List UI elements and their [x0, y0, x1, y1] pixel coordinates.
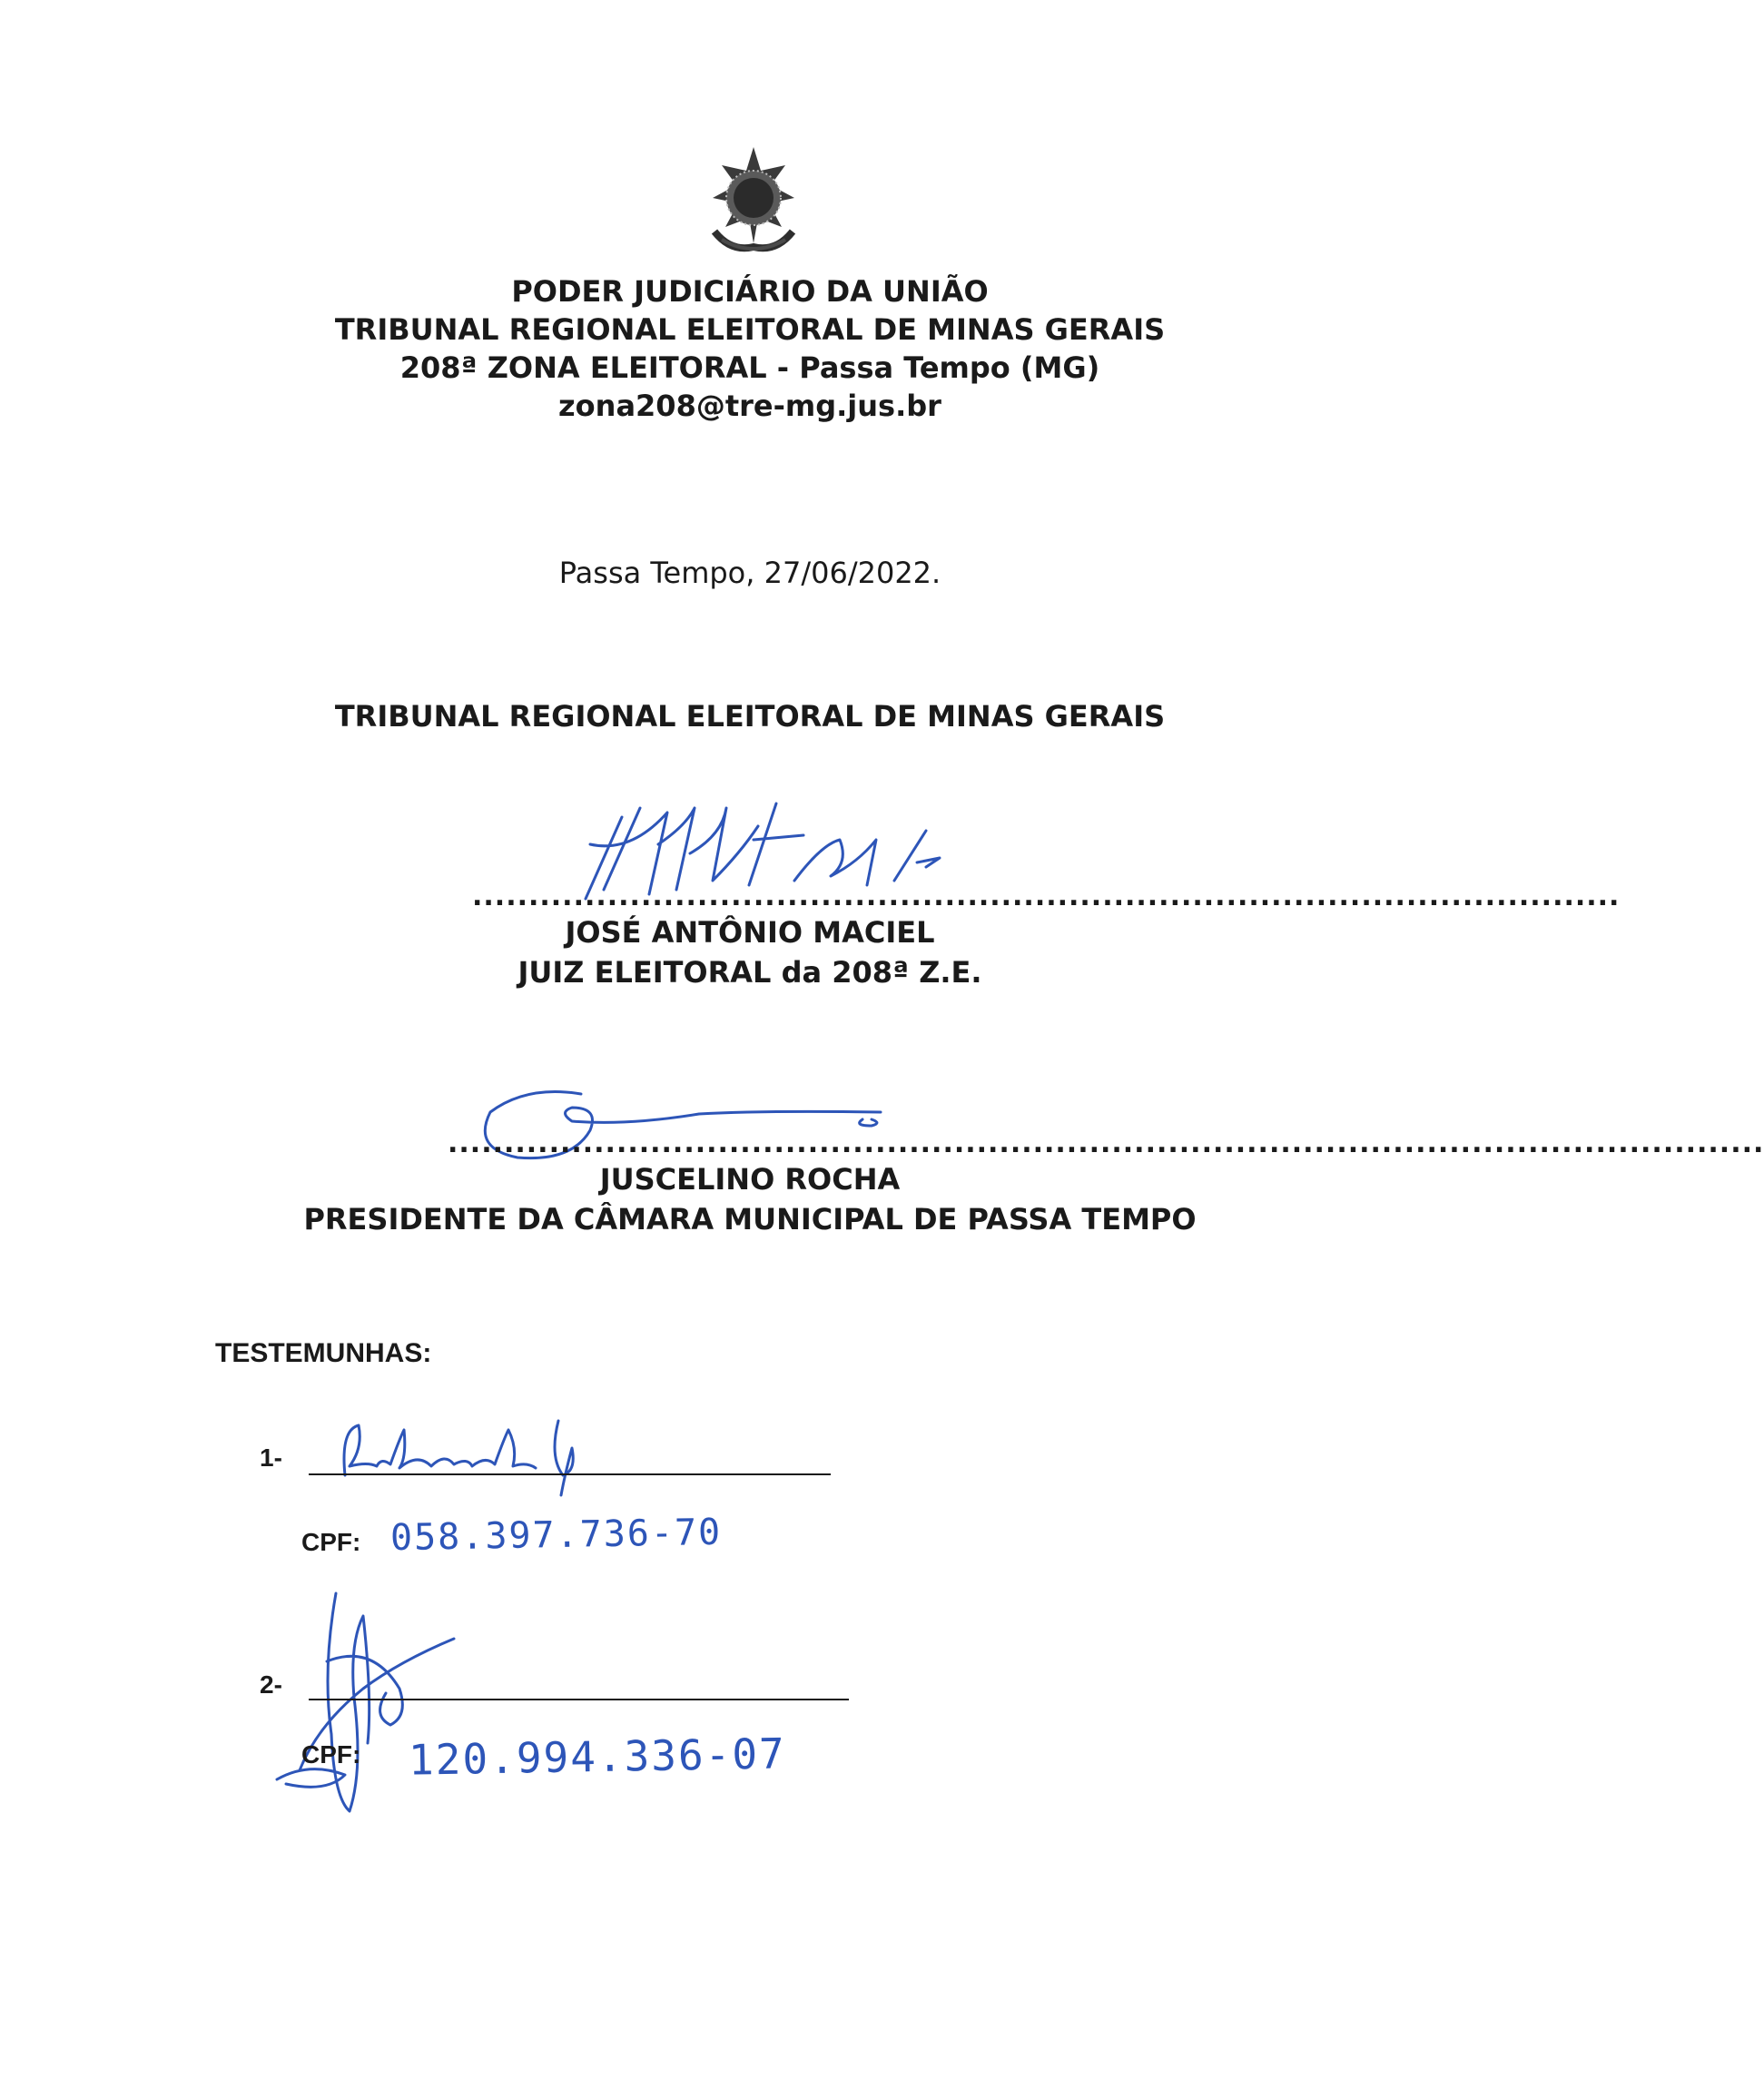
date-line: Passa Tempo, 27/06/2022.: [558, 556, 941, 590]
witness-2-signature-line: [309, 1699, 849, 1700]
witness-1-cpf-label: CPF:: [301, 1528, 361, 1556]
letterhead-institution: PODER JUDICIÁRIO DA UNIÃO: [511, 274, 989, 309]
letterhead-court: TRIBUNAL REGIONAL ELEITORAL DE MINAS GERAIS: [334, 312, 1166, 347]
witness-1-cpf-value: 058.397.736-70: [389, 1511, 723, 1560]
addressee: TRIBUNAL REGIONAL ELEITORAL DE MINAS GERAIS: [334, 699, 1166, 734]
signature-line-president: .....................................................................................................................: [448, 1128, 1764, 1159]
letterhead-email: zona208@tre-mg.jus.br: [558, 389, 941, 423]
signatory-president: [0, 1159, 1500, 1239]
witness-2-cpf-value: 120.994.336-07: [408, 1729, 787, 1785]
letterhead-zone: 208ª ZONA ELEITORAL - Passa Tempo (MG): [399, 350, 1100, 385]
witness-2-cpf-label: CPF:: [301, 1740, 361, 1769]
signatory-judge: [0, 912, 1500, 992]
letterhead: [0, 272, 1500, 425]
signatory-role: PRESIDENTE DA CÂMARA MUNICIPAL DE PASSA TEMPO: [303, 1202, 1197, 1237]
signatory-role: JUIZ ELEITORAL da 208ª Z.E.: [517, 955, 982, 990]
signature-line-judge: ......................................................................................................: [472, 881, 1621, 912]
signatory-name: JOSÉ ANTÔNIO MACIEL: [565, 915, 935, 950]
witnesses-heading: TESTEMUNHAS:: [215, 1338, 432, 1368]
brazil-coat-of-arms-icon: [695, 145, 813, 263]
witness-number: 2-: [260, 1670, 282, 1699]
witness-1-signature-line: [309, 1473, 831, 1475]
witness-number: 1-: [260, 1443, 282, 1472]
signatory-name: JUSCELINO ROCHA: [599, 1162, 901, 1197]
witness-1-signature: [327, 1412, 617, 1498]
